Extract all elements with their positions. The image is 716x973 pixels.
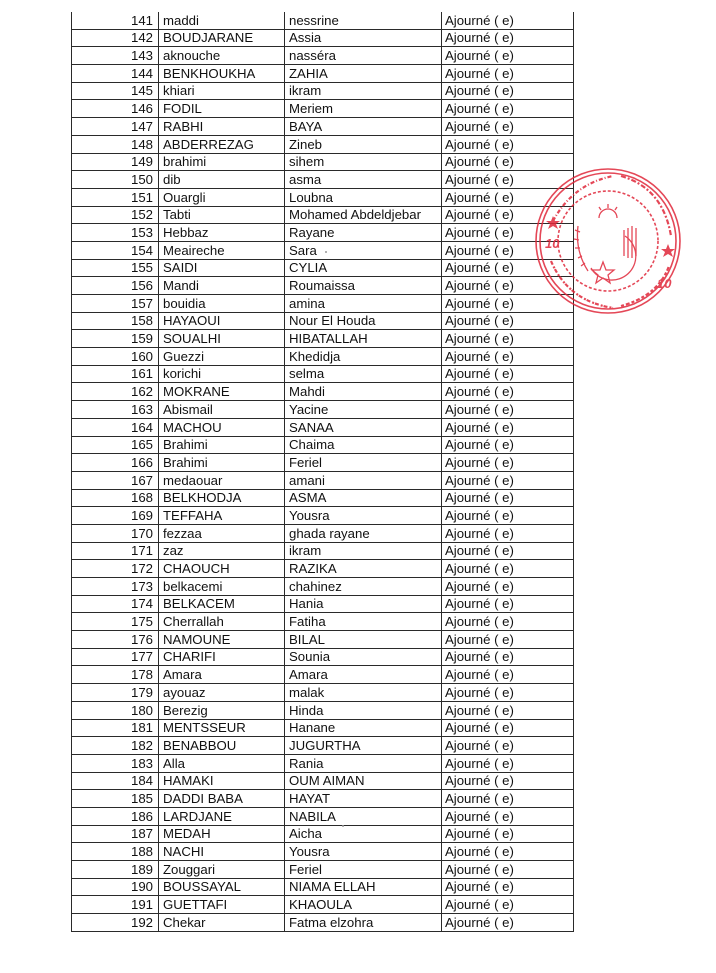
first-name-cell: Hinda: [285, 701, 442, 719]
status-cell: Ajourné ( e): [442, 471, 574, 489]
first-name-cell: Yousra: [285, 843, 442, 861]
last-name-cell: ABDERREZAG: [159, 135, 285, 153]
last-name-cell: korichi: [159, 365, 285, 383]
row-number-cell: 186: [72, 807, 159, 825]
table-row: [72, 206, 574, 224]
first-name-cell: BILAL: [285, 631, 442, 649]
status-cell: Ajourné ( e): [442, 613, 574, 631]
first-name-cell: asma: [285, 171, 442, 189]
status-cell: Ajourné ( e): [442, 843, 574, 861]
table-row: [72, 153, 574, 171]
last-name-cell: BOUDJARANE: [159, 29, 285, 47]
status-cell: Ajourné ( e): [442, 65, 574, 83]
results-table-body: [72, 12, 574, 931]
last-name-cell: LARDJANE: [159, 807, 285, 825]
table-row: [72, 542, 574, 560]
status-cell: Ajourné ( e): [442, 118, 574, 136]
table-row: [72, 878, 574, 896]
table-row: [72, 790, 574, 808]
first-name-cell: Loubna: [285, 188, 442, 206]
first-name-cell: BAYA: [285, 118, 442, 136]
first-name-cell: ASMA: [285, 489, 442, 507]
last-name-cell: MENTSSEUR: [159, 719, 285, 737]
row-number-cell: 156: [72, 277, 159, 295]
first-name-cell: Mahdi: [285, 383, 442, 401]
row-number-cell: 161: [72, 365, 159, 383]
table-row: [72, 684, 574, 702]
first-name-cell: Mohamed Abdeldjebar: [285, 206, 442, 224]
first-name-cell: NABILA: [285, 807, 442, 825]
last-name-cell: TEFFAHA: [159, 507, 285, 525]
status-cell: Ajourné ( e): [442, 348, 574, 366]
last-name-cell: brahimi: [159, 153, 285, 171]
row-number-cell: 182: [72, 737, 159, 755]
last-name-cell: CHARIFI: [159, 648, 285, 666]
last-name-cell: Ouargli: [159, 188, 285, 206]
last-name-cell: MEDAH: [159, 825, 285, 843]
status-cell: Ajourné ( e): [442, 241, 574, 259]
last-name-cell: Brahimi: [159, 454, 285, 472]
row-number-cell: 145: [72, 82, 159, 100]
table-row: [72, 471, 574, 489]
table-row: [72, 118, 574, 136]
status-cell: Ajourné ( e): [442, 737, 574, 755]
last-name-cell: Cherrallah: [159, 613, 285, 631]
first-name-cell: CYLIA: [285, 259, 442, 277]
results-table: [71, 12, 574, 932]
status-cell: Ajourné ( e): [442, 595, 574, 613]
last-name-cell: Chekar: [159, 914, 285, 932]
first-name-cell: Fatiha: [285, 613, 442, 631]
first-name-cell: Feriel: [285, 454, 442, 472]
table-row: [72, 330, 574, 348]
status-cell: Ajourné ( e): [442, 754, 574, 772]
last-name-cell: BELKHODJA: [159, 489, 285, 507]
last-name-cell: Brahimi: [159, 436, 285, 454]
status-cell: Ajourné ( e): [442, 100, 574, 118]
table-row: [72, 47, 574, 65]
status-cell: Ajourné ( e): [442, 524, 574, 542]
table-row: [72, 418, 574, 436]
table-row: [72, 454, 574, 472]
first-name-cell: selma: [285, 365, 442, 383]
first-name-cell: JUGURTHA: [285, 737, 442, 755]
first-name-cell: nasséra: [285, 47, 442, 65]
last-name-cell: Amara: [159, 666, 285, 684]
table-row: [72, 666, 574, 684]
row-number-cell: 189: [72, 861, 159, 879]
first-name-cell: HAYAT: [285, 790, 442, 808]
first-name-cell: Khedidja: [285, 348, 442, 366]
row-number-cell: 154: [72, 241, 159, 259]
first-name-cell: Hania: [285, 595, 442, 613]
row-number-cell: 177: [72, 648, 159, 666]
row-number-cell: 180: [72, 701, 159, 719]
status-cell: Ajourné ( e): [442, 684, 574, 702]
last-name-cell: HAMAKI: [159, 772, 285, 790]
status-cell: Ajourné ( e): [442, 772, 574, 790]
crescent-icon: [591, 236, 636, 280]
row-number-cell: 184: [72, 772, 159, 790]
row-number-cell: 166: [72, 454, 159, 472]
first-name-cell: Yacine: [285, 401, 442, 419]
table-row: [72, 843, 574, 861]
first-name-cell: Fatma elzohra: [285, 914, 442, 932]
scan-speck: [325, 251, 327, 253]
table-row: [72, 489, 574, 507]
first-name-cell: Hanane: [285, 719, 442, 737]
table-row: [72, 436, 574, 454]
first-name-cell: Rayane: [285, 224, 442, 242]
first-name-cell: malak: [285, 684, 442, 702]
row-number-cell: 144: [72, 65, 159, 83]
wheat-icon: [624, 226, 636, 258]
table-row: [72, 896, 574, 914]
last-name-cell: SAIDI: [159, 259, 285, 277]
last-name-cell: Meaireche: [159, 241, 285, 259]
last-name-cell: NAMOUNE: [159, 631, 285, 649]
row-number-cell: 151: [72, 188, 159, 206]
last-name-cell: zaz: [159, 542, 285, 560]
table-row: [72, 348, 574, 366]
last-name-cell: Tabti: [159, 206, 285, 224]
table-row: [72, 648, 574, 666]
row-number-cell: 174: [72, 595, 159, 613]
table-row: [72, 29, 574, 47]
seal-number-right: 10: [657, 276, 672, 291]
table-row: [72, 507, 574, 525]
status-cell: Ajourné ( e): [442, 47, 574, 65]
status-cell: Ajourné ( e): [442, 807, 574, 825]
first-name-cell: Sara: [285, 241, 442, 259]
table-row: [72, 224, 574, 242]
table-row: [72, 701, 574, 719]
first-name-cell: amani: [285, 471, 442, 489]
row-number-cell: 165: [72, 436, 159, 454]
first-name-cell: ikram: [285, 82, 442, 100]
status-cell: Ajourné ( e): [442, 330, 574, 348]
table-row: [72, 312, 574, 330]
last-name-cell: MACHOU: [159, 418, 285, 436]
row-number-cell: 176: [72, 631, 159, 649]
first-name-cell: Zineb: [285, 135, 442, 153]
status-cell: Ajourné ( e): [442, 383, 574, 401]
table-row: [72, 12, 574, 29]
last-name-cell: Zouggari: [159, 861, 285, 879]
status-cell: Ajourné ( e): [442, 507, 574, 525]
first-name-cell: ghada rayane: [285, 524, 442, 542]
last-name-cell: GUETTAFI: [159, 896, 285, 914]
first-name-cell: KHAOULA: [285, 896, 442, 914]
status-cell: Ajourné ( e): [442, 648, 574, 666]
table-row: [72, 595, 574, 613]
status-cell: Ajourné ( e): [442, 578, 574, 596]
first-name-cell: Yousra: [285, 507, 442, 525]
table-row: [72, 807, 574, 825]
last-name-cell: ayouaz: [159, 684, 285, 702]
row-number-cell: 192: [72, 914, 159, 932]
status-cell: Ajourné ( e): [442, 259, 574, 277]
first-name-cell: ikram: [285, 542, 442, 560]
table-row: [72, 754, 574, 772]
first-name-cell: Sounia: [285, 648, 442, 666]
table-row: [72, 560, 574, 578]
table-row: [72, 613, 574, 631]
status-cell: Ajourné ( e): [442, 224, 574, 242]
row-number-cell: 159: [72, 330, 159, 348]
last-name-cell: bouidia: [159, 295, 285, 313]
status-cell: Ajourné ( e): [442, 914, 574, 932]
row-number-cell: 142: [72, 29, 159, 47]
status-cell: Ajourné ( e): [442, 542, 574, 560]
row-number-cell: 169: [72, 507, 159, 525]
table-row: [72, 65, 574, 83]
row-number-cell: 173: [72, 578, 159, 596]
last-name-cell: dib: [159, 171, 285, 189]
last-name-cell: BENABBOU: [159, 737, 285, 755]
first-name-cell: Assia: [285, 29, 442, 47]
table-row: [72, 825, 574, 843]
row-number-cell: 179: [72, 684, 159, 702]
seal-star-right-icon: [661, 244, 675, 257]
last-name-cell: belkacemi: [159, 578, 285, 596]
status-cell: Ajourné ( e): [442, 454, 574, 472]
row-number-cell: 157: [72, 295, 159, 313]
table-row: [72, 295, 574, 313]
last-name-cell: fezzaa: [159, 524, 285, 542]
official-seal-icon: [533, 166, 683, 316]
row-number-cell: 158: [72, 312, 159, 330]
row-number-cell: 147: [72, 118, 159, 136]
first-name-cell: HIBATALLAH: [285, 330, 442, 348]
row-number-cell: 185: [72, 790, 159, 808]
table-row: [72, 719, 574, 737]
last-name-cell: Abismail: [159, 401, 285, 419]
first-name-cell: OUM AIMAN: [285, 772, 442, 790]
seal-text: [545, 176, 675, 308]
last-name-cell: CHAOUCH: [159, 560, 285, 578]
last-name-cell: Hebbaz: [159, 224, 285, 242]
table-row: [72, 365, 574, 383]
first-name-cell: NIAMA ELLAH: [285, 878, 442, 896]
status-cell: Ajourné ( e): [442, 666, 574, 684]
row-number-cell: 190: [72, 878, 159, 896]
status-cell: Ajourné ( e): [442, 631, 574, 649]
last-name-cell: DADDI BABA: [159, 790, 285, 808]
row-number-cell: 175: [72, 613, 159, 631]
sun-icon: [599, 209, 617, 218]
status-cell: Ajourné ( e): [442, 489, 574, 507]
table-row: [72, 82, 574, 100]
status-cell: Ajourné ( e): [442, 719, 574, 737]
row-number-cell: 187: [72, 825, 159, 843]
status-cell: Ajourné ( e): [442, 401, 574, 419]
row-number-cell: 150: [72, 171, 159, 189]
status-cell: Ajourné ( e): [442, 861, 574, 879]
row-number-cell: 143: [72, 47, 159, 65]
table-row: [72, 914, 574, 932]
table-row: [72, 772, 574, 790]
last-name-cell: BELKACEM: [159, 595, 285, 613]
row-number-cell: 152: [72, 206, 159, 224]
status-cell: Ajourné ( e): [442, 878, 574, 896]
table-row: [72, 259, 574, 277]
row-number-cell: 178: [72, 666, 159, 684]
last-name-cell: maddi: [159, 12, 285, 29]
status-cell: Ajourné ( e): [442, 701, 574, 719]
last-name-cell: RABHI: [159, 118, 285, 136]
last-name-cell: NACHI: [159, 843, 285, 861]
table-row: [72, 171, 574, 189]
status-cell: Ajourné ( e): [442, 277, 574, 295]
row-number-cell: 153: [72, 224, 159, 242]
status-cell: Ajourné ( e): [442, 135, 574, 153]
status-cell: Ajourné ( e): [442, 365, 574, 383]
status-cell: Ajourné ( e): [442, 82, 574, 100]
first-name-cell: nessrine: [285, 12, 442, 29]
last-name-cell: BOUSSAYAL: [159, 878, 285, 896]
table-row: [72, 383, 574, 401]
seal-number-left: 10: [545, 236, 560, 251]
row-number-cell: 170: [72, 524, 159, 542]
table-row: [72, 401, 574, 419]
status-cell: Ajourné ( e): [442, 896, 574, 914]
table-row: [72, 188, 574, 206]
last-name-cell: MOKRANE: [159, 383, 285, 401]
row-number-cell: 148: [72, 135, 159, 153]
row-number-cell: 171: [72, 542, 159, 560]
row-number-cell: 162: [72, 383, 159, 401]
status-cell: Ajourné ( e): [442, 206, 574, 224]
first-name-cell: Feriel: [285, 861, 442, 879]
table-row: [72, 277, 574, 295]
status-cell: Ajourné ( e): [442, 295, 574, 313]
status-cell: Ajourné ( e): [442, 153, 574, 171]
first-name-cell: sihem: [285, 153, 442, 171]
status-cell: Ajourné ( e): [442, 418, 574, 436]
last-name-cell: khiari: [159, 82, 285, 100]
status-cell: Ajourné ( e): [442, 171, 574, 189]
first-name-cell: Rania: [285, 754, 442, 772]
first-name-cell: Amara: [285, 666, 442, 684]
row-number-cell: 188: [72, 843, 159, 861]
row-number-cell: 163: [72, 401, 159, 419]
row-number-cell: 168: [72, 489, 159, 507]
status-cell: Ajourné ( e): [442, 825, 574, 843]
row-number-cell: 191: [72, 896, 159, 914]
row-number-cell: 164: [72, 418, 159, 436]
status-cell: Ajourné ( e): [442, 790, 574, 808]
status-cell: Ajourné ( e): [442, 312, 574, 330]
status-cell: Ajourné ( e): [442, 29, 574, 47]
last-name-cell: HAYAOUI: [159, 312, 285, 330]
first-name-cell: chahinez: [285, 578, 442, 596]
last-name-cell: Alla: [159, 754, 285, 772]
table-row: [72, 135, 574, 153]
last-name-cell: Mandi: [159, 277, 285, 295]
row-number-cell: 149: [72, 153, 159, 171]
last-name-cell: Guezzi: [159, 348, 285, 366]
table-row: [72, 100, 574, 118]
row-number-cell: 183: [72, 754, 159, 772]
row-number-cell: 172: [72, 560, 159, 578]
first-name-cell: SANAA: [285, 418, 442, 436]
row-number-cell: 181: [72, 719, 159, 737]
first-name-cell: Nour El Houda: [285, 312, 442, 330]
seal-star-left-icon: [546, 216, 560, 229]
last-name-cell: SOUALHI: [159, 330, 285, 348]
table-row: [72, 524, 574, 542]
scan-speck: [342, 825, 344, 827]
seal-emblem: [574, 204, 636, 283]
table-row: [72, 631, 574, 649]
last-name-cell: BENKHOUKHA: [159, 65, 285, 83]
first-name-cell: Chaima: [285, 436, 442, 454]
first-name-cell: amina: [285, 295, 442, 313]
row-number-cell: 155: [72, 259, 159, 277]
table-row: [72, 737, 574, 755]
last-name-cell: medaouar: [159, 471, 285, 489]
row-number-cell: 167: [72, 471, 159, 489]
first-name-cell: ZAHIA: [285, 65, 442, 83]
last-name-cell: FODIL: [159, 100, 285, 118]
last-name-cell: aknouche: [159, 47, 285, 65]
status-cell: Ajourné ( e): [442, 560, 574, 578]
first-name-cell: RAZIKA: [285, 560, 442, 578]
table-row: [72, 241, 574, 259]
first-name-cell: Meriem: [285, 100, 442, 118]
status-cell: Ajourné ( e): [442, 436, 574, 454]
status-cell: Ajourné ( e): [442, 188, 574, 206]
status-cell: Ajourné ( e): [442, 12, 574, 29]
row-number-cell: 146: [72, 100, 159, 118]
first-name-cell: Aicha: [285, 825, 442, 843]
first-name-cell: Roumaissa: [285, 277, 442, 295]
row-number-cell: 160: [72, 348, 159, 366]
row-number-cell: 141: [72, 12, 159, 29]
table-row: [72, 578, 574, 596]
table-row: [72, 861, 574, 879]
last-name-cell: Berezig: [159, 701, 285, 719]
